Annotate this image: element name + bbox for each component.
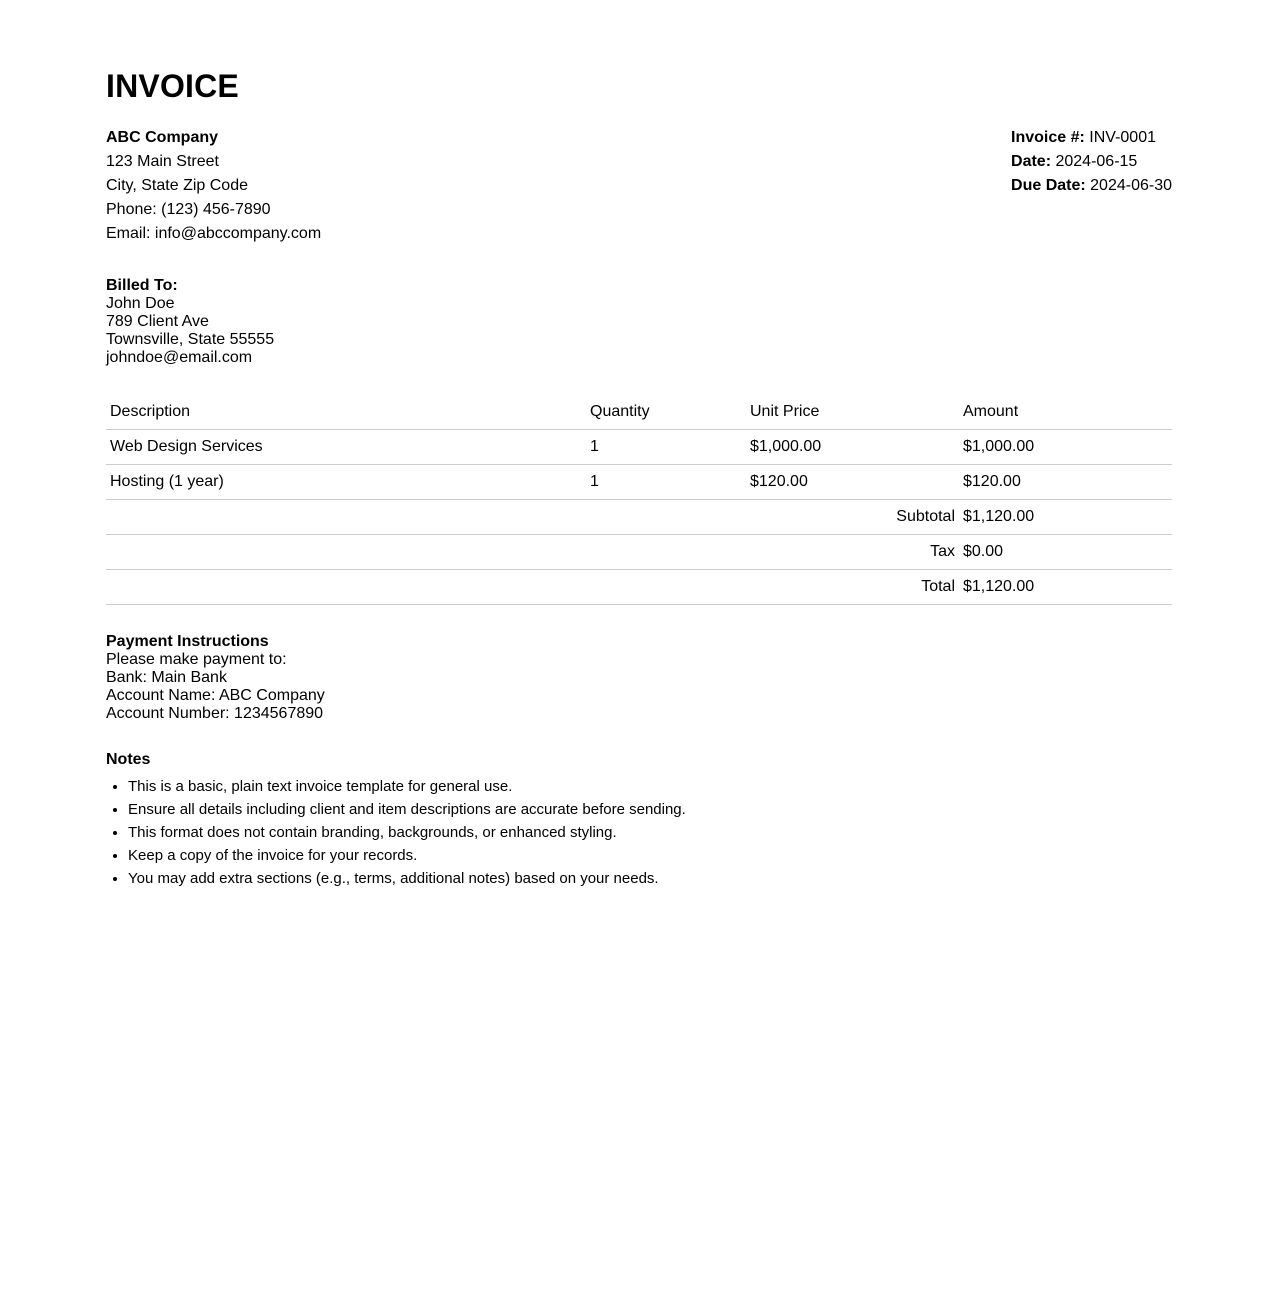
company-street: 123 Main Street xyxy=(106,153,219,170)
notes-list xyxy=(106,775,686,890)
company-info xyxy=(106,126,321,246)
subtotal-value: $1,120.00 xyxy=(959,500,1172,535)
notes-label: Notes xyxy=(106,751,151,768)
total-value: $1,120.00 xyxy=(959,570,1172,605)
table-row xyxy=(106,430,1172,465)
invoice-number-value: INV-0001 xyxy=(1089,129,1156,146)
payment-label: Payment Instructions xyxy=(106,633,269,650)
header-amount: Amount xyxy=(959,395,1172,430)
row-quantity: 1 xyxy=(586,465,746,500)
invoice-number-label: Invoice #: xyxy=(1011,129,1085,146)
billed-to xyxy=(106,277,274,367)
list-item: • This is a basic, plain text invoice template for general use. xyxy=(128,775,686,798)
invoice-date-row xyxy=(1011,150,1172,174)
billed-to-street: 789 Client Ave xyxy=(106,313,209,330)
tax-label: Tax xyxy=(106,535,959,570)
list-item: • Ensure all details including client and item descriptions are accurate before sending. xyxy=(128,798,686,821)
list-item: • This format does not contain branding, backgrounds, or enhanced styling. xyxy=(128,821,686,844)
row-description: Hosting (1 year) xyxy=(106,465,586,500)
row-unit-price: $120.00 xyxy=(746,465,959,500)
invoice-title: INVOICE xyxy=(106,68,239,104)
row-amount: $1,000.00 xyxy=(959,430,1172,465)
invoice-due-date-value: 2024-06-30 xyxy=(1090,177,1172,194)
company-email: Email: info@abccompany.com xyxy=(106,225,322,242)
total-label: Total xyxy=(106,570,959,605)
company-name: ABC Company xyxy=(106,129,219,146)
billed-to-name: John Doe xyxy=(106,295,175,312)
row-description: Web Design Services xyxy=(106,430,586,465)
invoice-items-table xyxy=(106,395,1172,605)
row-amount: $120.00 xyxy=(959,465,1172,500)
subtotal-label: Subtotal xyxy=(106,500,959,535)
subtotal-row xyxy=(106,500,1172,535)
row-unit-price: $1,000.00 xyxy=(746,430,959,465)
row-quantity: 1 xyxy=(586,430,746,465)
payment-account-number: Account Number: 1234567890 xyxy=(106,705,324,722)
payment-account-name: Account Name: ABC Company xyxy=(106,687,325,704)
invoice-due-date-label: Due Date: xyxy=(1011,177,1086,194)
invoice-meta xyxy=(1011,126,1172,198)
invoice-number-row xyxy=(1011,126,1172,150)
invoice-date-value: 2024-06-15 xyxy=(1055,153,1138,170)
list-item: • You may add extra sections (e.g., terms, additional notes) based on your needs. xyxy=(128,867,686,890)
billed-to-email: johndoe@email.com xyxy=(106,349,253,366)
payment-bank: Bank: Main Bank xyxy=(106,669,227,686)
company-city: City, State Zip Code xyxy=(106,177,248,194)
invoice-due-date-row xyxy=(1011,174,1172,198)
billed-to-label: Billed To: xyxy=(106,277,178,294)
header-description: Description xyxy=(106,395,586,430)
invoice-date-label: Date: xyxy=(1011,153,1052,170)
table-row xyxy=(106,465,1172,500)
list-item: • Keep a copy of the invoice for your records. xyxy=(128,844,686,867)
header-quantity: Quantity xyxy=(586,395,746,430)
company-phone: Phone: (123) 456-7890 xyxy=(106,201,271,218)
total-row xyxy=(106,570,1172,605)
tax-row xyxy=(106,535,1172,570)
payment-instructions xyxy=(106,633,325,723)
notes-section xyxy=(106,751,686,890)
tax-value: $0.00 xyxy=(959,535,1172,570)
header-unit-price: Unit Price xyxy=(746,395,959,430)
payment-intro: Please make payment to: xyxy=(106,651,287,668)
billed-to-city: Townsville, State 55555 xyxy=(106,331,275,348)
table-header-row xyxy=(106,395,1172,430)
